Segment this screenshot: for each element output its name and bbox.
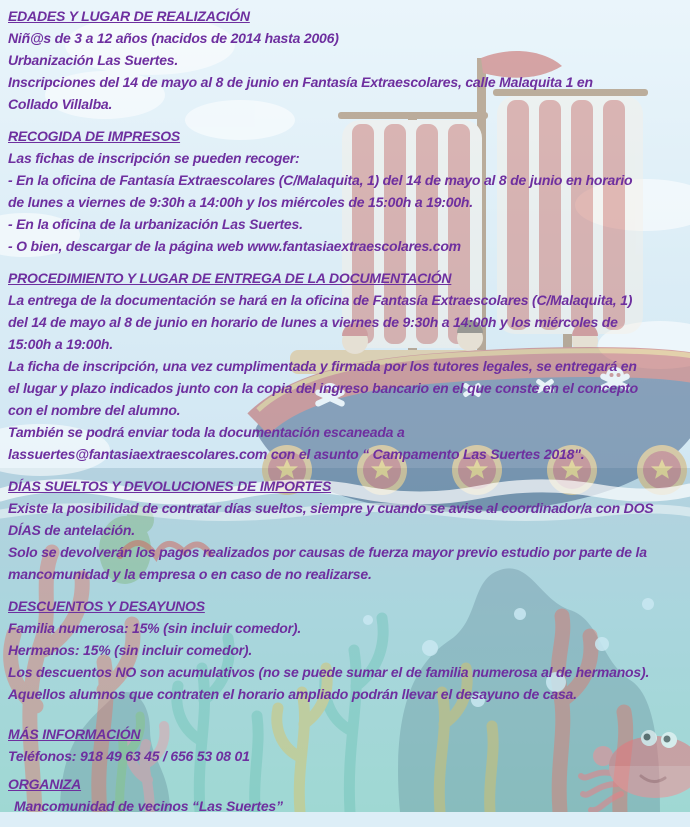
text-line: Las fichas de inscripción se pueden recoger: [8,150,300,166]
text-line: el lugar y plazo indicados junto con la copia del ingreso bancario en el que conste en el concepto [8,380,638,396]
text-line: Collado Villalba. [8,96,113,112]
text-line: - En la oficina de la urbanización Las Suertes. [8,216,303,232]
text-line: La entrega de la documentación se hará en la oficina de Fantasía Extraescolares (C/Malaquita, 1) [8,292,633,308]
heading-descuentos: DESCUENTOS Y DESAYUNOS [8,598,205,614]
heading-edades: EDADES Y LUGAR DE REALIZACIÓN [8,8,250,24]
phone-numbers-line: Teléfonos: 918 49 63 45 / 656 53 08 01 [8,748,250,764]
website-url-line: - O bien, descargar de la página web www.fantasiaextraescolares.com [8,238,461,254]
text-line: mancomunidad y la empresa o en caso de no realizarse. [8,566,372,582]
email-line: lassuertes@fantasiaextraescolares.com con el asunto “ Campamento Las Suertes 2018". [8,446,585,462]
section-procedimiento [8,267,690,465]
text-line: Existe la posibilidad de contratar días sueltos, siempre y cuando se avise al coordinador/a con DOS [8,500,654,516]
text-line: Los descuentos NO son acumulativos (no se puede sumar el de familia numerosa al de hermanos). [8,664,650,680]
organizer-line: Mancomunidad de vecinos “Las Suertes” [14,798,283,814]
section-recogida [8,125,690,257]
text-line: La ficha de inscripción, una vez cumplimentada y firmada por los tutores legales, se entregará en [8,358,637,374]
text-line: DÍAS de antelación. [8,522,135,538]
text-line: Niñ@s de 3 a 12 años (nacidos de 2014 hasta 2006) [8,30,339,46]
heading-procedimiento: PROCEDIMIENTO Y LUGAR DE ENTREGA DE LA DOCUMENTACIÓN [8,270,452,286]
text-line: Familia numerosa: 15% (sin incluir comedor). [8,620,302,636]
section-mas-informacion [8,723,690,767]
heading-recogida: RECOGIDA DE IMPRESOS [8,128,181,144]
text-line: Inscripciones del 14 de mayo al 8 de junio en Fantasía Extraescolares, calle Malaquita 1 en [8,74,593,90]
heading-dias-sueltos: DÍAS SUELTOS Y DEVOLUCIONES DE IMPORTES [8,478,332,494]
text-line: del 14 de mayo al 8 de junio en horario de lunes a viernes de 9:30h a 14:00h y los miércoles de [8,314,618,330]
text-line: Aquellos alumnos que contraten el horario ampliado podrán llevar el desayuno de casa. [8,686,577,702]
text-line: Solo se devolverán los pagos realizados por causas de fuerza mayor previo estudio por parte de la [8,544,647,560]
text-line: También se podrá enviar toda la documentación escaneada a [8,424,405,440]
heading-mas-informacion: MÁS INFORMACIÓN [8,726,141,742]
text-line: Hermanos: 15% (sin incluir comedor). [8,642,253,658]
section-edades [8,5,690,115]
text-line: 15:00h a 19:00h. [8,336,113,352]
heading-organiza: ORGANIZA [8,776,82,792]
text-line: Urbanización Las Suertes. [8,52,179,68]
section-organiza [8,773,690,817]
text-line: con el nombre del alumno. [8,402,181,418]
section-descuentos [8,595,690,705]
text-line: - En la oficina de Fantasía Extraescolares (C/Malaquita, 1) del 14 de mayo al 8 de junio en horario [8,172,633,188]
section-dias-sueltos [8,475,690,585]
text-line: de lunes a viernes de 9:30h a 14:00h y los miércoles de 15:00h a 19:00h. [8,194,473,210]
